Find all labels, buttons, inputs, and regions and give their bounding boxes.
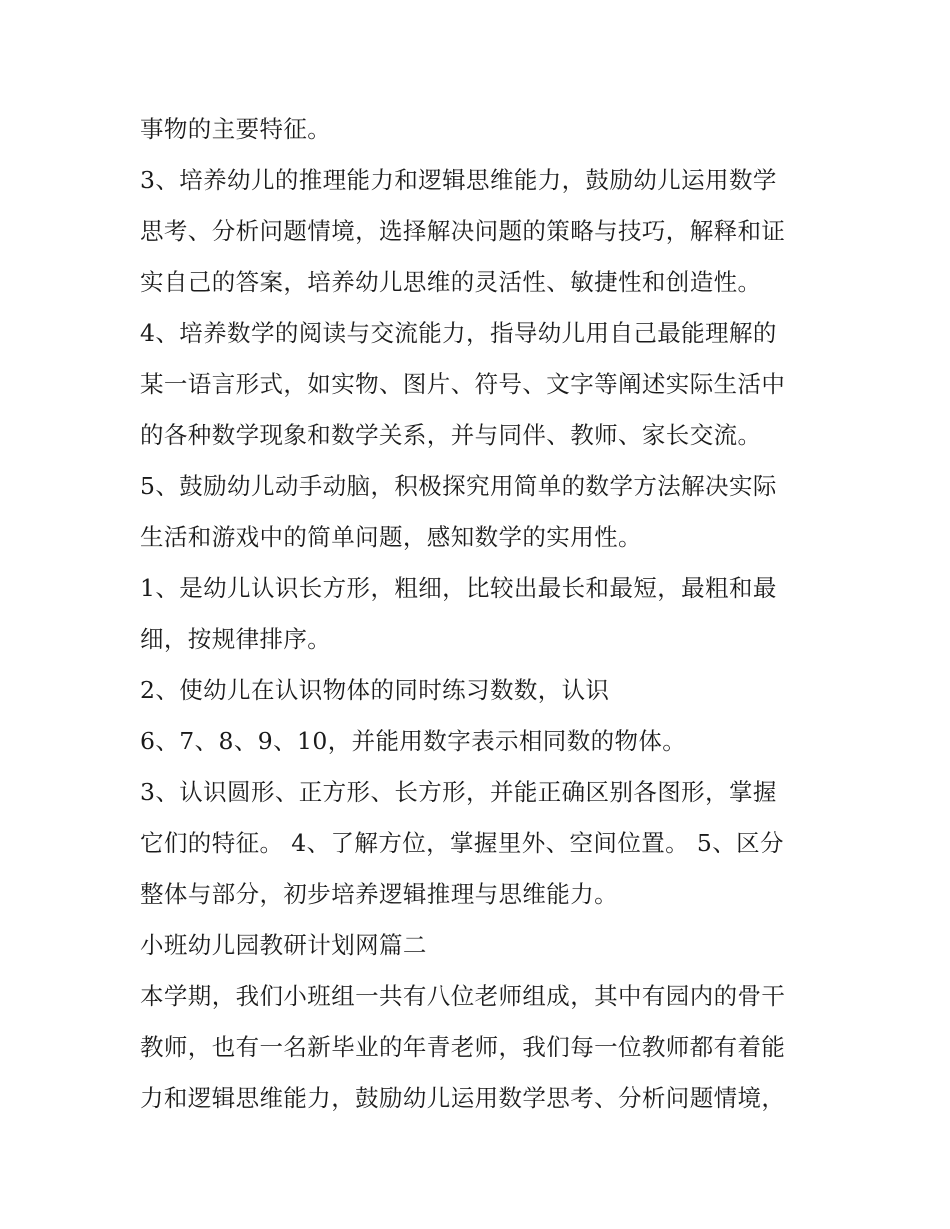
text-line: 整体与部分，初步培养逻辑推理与思维能力。 (140, 880, 618, 908)
text-line: 5、鼓励幼儿动手动脑，积极探究用简单的数学方法解决实际 (140, 472, 777, 500)
text-line: 2、使幼儿在认识物体的同时练习数数，认识 (140, 676, 610, 704)
text-line: 3、认识圆形、正方形、长方形，并能正确区别各图形，掌握 (140, 778, 777, 806)
text-line: 细，按规律排序。 (140, 625, 332, 653)
text-line: 生活和游戏中的简单问题，感知数学的实用性。 (140, 523, 642, 551)
text-line: 它们的特征。 4、了解方位，掌握里外、空间位置。 5、区分 (140, 829, 784, 857)
section-heading: 小班幼儿园教研计划网篇二 (140, 931, 427, 959)
text-line: 力和逻辑思维能力，鼓励幼儿运用数学思考、分析问题情境， (140, 1084, 786, 1112)
text-line: 事物的主要特征。 (140, 115, 332, 143)
text-line: 3、培养幼儿的推理能力和逻辑思维能力，鼓励幼儿运用数学 (140, 166, 777, 194)
text-line: 1、是幼儿认识长方形，粗细，比较出最长和最短，最粗和最 (140, 574, 777, 602)
text-line: 的各种数学现象和数学关系，并与同伴、教师、家长交流。 (140, 421, 762, 449)
text-line: 思考、分析问题情境，选择解决问题的策略与技巧，解释和证 (140, 217, 786, 245)
text-line: 实自己的答案，培养幼儿思维的灵活性、敏捷性和创造性。 (140, 268, 762, 296)
text-line: 某一语言形式，如实物、图片、符号、文字等阐述实际生活中 (140, 370, 786, 398)
document-body (140, 104, 830, 1124)
text-line: 6、7、8、9、10，并能用数字表示相同数的物体。 (140, 727, 687, 755)
text-line: 4、培养数学的阅读与交流能力，指导幼儿用自己最能理解的 (140, 319, 777, 347)
text-line: 教师，也有一名新毕业的年青老师，我们每一位教师都有着能 (140, 1033, 786, 1061)
text-line: 本学期，我们小班组一共有八位老师组成，其中有园内的骨干 (140, 982, 786, 1010)
